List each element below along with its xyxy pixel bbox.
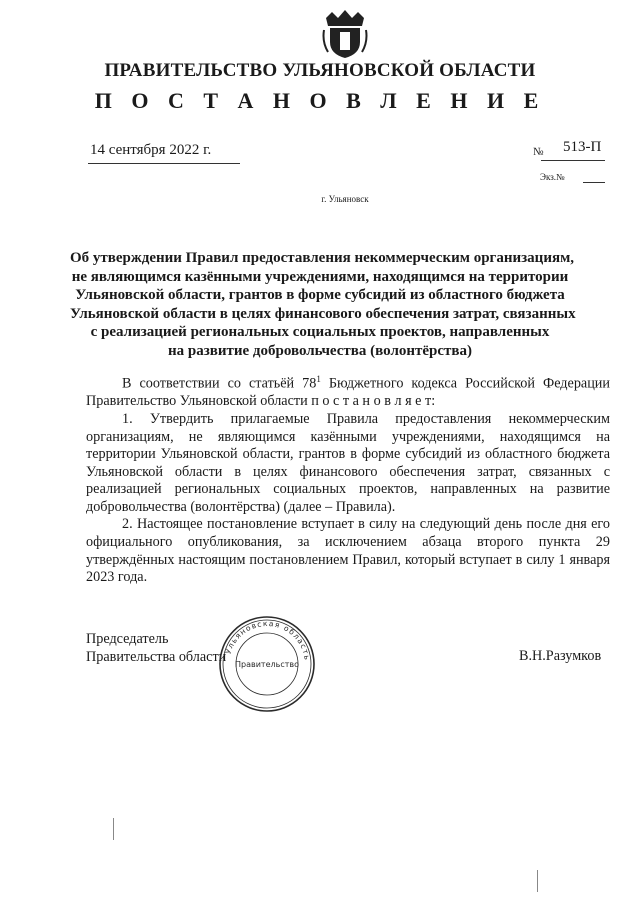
- copy-number-underline: [583, 182, 605, 183]
- document-number: 513-П: [563, 139, 602, 155]
- title-line: Об утверждении Правил предоставления некоммерческим организациям,: [70, 250, 575, 266]
- preamble-text-continued: Бюджетного кодекса Российской Федерации Правительство Ульяновской области п о с т а н о в л я е т:: [86, 375, 610, 410]
- document-number-label: №: [533, 146, 544, 158]
- title-line: Ульяновской области в целях финансового обеспечения затрат, связанных: [70, 305, 576, 322]
- title-line: Ульяновской области, грантов в форме субсидий из областного бюджета: [75, 287, 565, 304]
- svg-text:Правительство: Правительство: [235, 660, 299, 669]
- official-stamp: [217, 614, 317, 714]
- copy-number-label: Экз.№: [540, 172, 565, 182]
- item-1-paragraph: 1. Утвердить прилагаемые Правила предоставления некоммерческим организациям, не являющимся казёнными учреждениями, находящимся на территории Ульяновской области, грантов в форме субсидий из областного бюджета Ульяновской области в целях финансового обеспечения затрат, связанных с реализацией региональных социальных проектов, направленных на развитие добровольчества (волонтёрства) (далее – Правила).: [86, 410, 610, 515]
- document-city: г. Ульяновск: [321, 194, 369, 204]
- signatory-position-line: Правительства области: [86, 648, 227, 665]
- scan-mark: [113, 818, 114, 840]
- coat-of-arms-icon: [322, 8, 368, 60]
- document-date: 14 сентября 2022 г.: [90, 142, 212, 158]
- document-type-heading: П О С Т А Н О В Л Е Н И Е: [94, 88, 546, 113]
- scan-mark: [537, 870, 538, 892]
- organization-heading: ПРАВИТЕЛЬСТВО УЛЬЯНОВСКОЙ ОБЛАСТИ: [104, 60, 536, 81]
- svg-text:Ульяновская область: Ульяновская область: [223, 618, 312, 662]
- title-line: не являющимся казёнными учреждениями, находящимся на территории: [71, 268, 569, 285]
- number-underline: [541, 160, 605, 161]
- title-line: на развитие добровольчества (волонтёрства): [167, 342, 472, 359]
- document-body: [86, 371, 610, 587]
- preamble-paragraph: [86, 371, 610, 411]
- signatory-position: [86, 631, 226, 667]
- date-underline: [88, 163, 240, 164]
- signatory-position-line: Председатель: [86, 631, 169, 647]
- document-title: [70, 249, 576, 361]
- signatory-name: В.Н.Разумков: [519, 648, 602, 664]
- preamble-text: В соответствии со статьёй 78: [122, 375, 317, 392]
- title-line: с реализацией региональных социальных проектов, направленных: [90, 324, 550, 341]
- item-2-paragraph: 2. Настоящее постановление вступает в силу на следующий день после дня его официального опубликования, за исключением абзаца второго пункта 29 утверждённых настоящим постановлением Правил, который вступает в силу 1 января 2023 года.: [86, 516, 610, 586]
- article-superscript: 1: [316, 374, 321, 384]
